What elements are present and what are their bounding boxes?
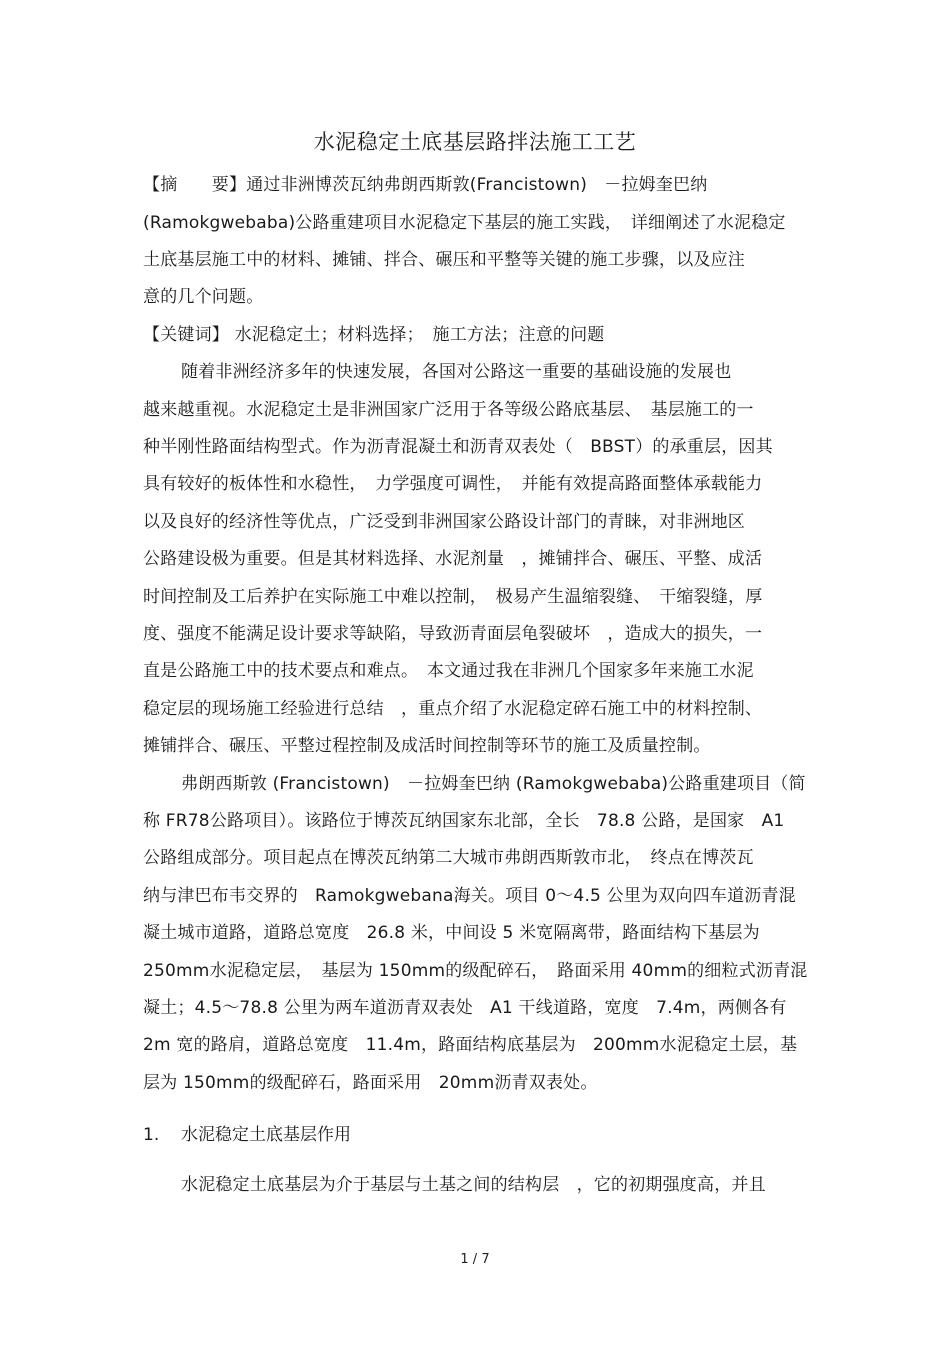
project-line: 称 FR78公路项目）。该路位于博茨瓦纳国家东北部，全长 78.8 公路，是国家 A1 xyxy=(143,811,785,831)
abstract-line: 【摘 要】通过非洲博茨瓦纳弗朗西斯敦(Francistown) －拉姆奎巴纳 xyxy=(143,175,708,195)
project-line: 凝土城市道路，道路总宽度 26.8 米，中间设 5 米宽隔离带，路面结构下基层为 xyxy=(143,923,760,943)
intro-line: 时间控制及工后养护在实际施工中难以控制， 极易产生温缩裂缝、 干缩裂缝，厚 xyxy=(143,587,763,607)
keywords-line: 【关键词】 水泥稳定土；材料选择； 施工方法；注意的问题 xyxy=(143,325,605,345)
project-line: 公路组成部分。项目起点在博茨瓦纳第二大城市弗朗西斯敦市北， 终点在博茨瓦 xyxy=(143,848,754,868)
project-line: 2m 宽的路肩，道路总宽度 11.4m，路面结构底基层为 200mm水泥稳定土层，基 xyxy=(143,1035,798,1055)
project-line: 250mm水泥稳定层， 基层为 150mm的级配碎石， 路面采用 40mm的细粒式沥青混 xyxy=(143,961,808,981)
section-title: 水泥稳定土底基层作用 xyxy=(181,1125,351,1145)
intro-line: 以及良好的经济性等优点，广泛受到非洲国家公路设计部门的青睐，对非洲地区 xyxy=(143,512,745,532)
project-line: 凝土；4.5～78.8 公里为两车道沥青双表处 A1 干线道路，宽度 7.4m，两侧各有 xyxy=(143,998,787,1018)
intro-line: 种半刚性路面结构型式。作为沥青混凝土和沥青双表处（ BBST）的承重层，因其 xyxy=(143,437,773,457)
section-body-line: 水泥稳定土底基层为介于基层与土基之间的结构层 ，它的初期强度高，并且 xyxy=(181,1175,766,1195)
intro-line: 稳定层的现场施工经验进行总结 ，重点介绍了水泥稳定碎石施工中的材料控制、 xyxy=(143,699,763,719)
abstract-line: 土底基层施工中的材料、摊铺、拌合、碾压和平整等关键的施工步骤，以及应注 xyxy=(143,250,745,270)
page-number: 1 / 7 xyxy=(460,1252,490,1267)
intro-line: 越来越重视。水泥稳定土是非洲国家广泛用于各等级公路底基层、 基层施工的一 xyxy=(143,400,754,420)
intro-line: 度、强度不能满足设计要求等缺陷，导致沥青面层龟裂破坏 ，造成大的损失，一 xyxy=(143,624,763,644)
intro-line: 随着非洲经济多年的快速发展，各国对公路这一重要的基础设施的发展也 xyxy=(181,362,732,382)
intro-line: 具有较好的板体性和水稳性， 力学强度可调性， 并能有效提高路面整体承载能力 xyxy=(143,474,763,494)
project-line: 弗朗西斯敦 (Francistown) －拉姆奎巴纳 (Ramokgwebaba)公路重建项目（简 xyxy=(181,774,806,794)
document-title: 水泥稳定土底基层路拌法施工工艺 xyxy=(313,130,637,154)
project-line: 纳与津巴布韦交界的 Ramokgwebana海关。项目 0～4.5 公里为双向四车道沥青混 xyxy=(143,886,796,906)
section-heading xyxy=(143,1123,351,1147)
intro-line: 摊铺拌合、碾压、平整过程控制及成活时间控制等环节的施工及质量控制。 xyxy=(143,736,711,756)
intro-line: 直是公路施工中的技术要点和难点。 本文通过我在非洲几个国家多年来施工水泥 xyxy=(143,661,754,681)
abstract-line: (Ramokgwebaba)公路重建项目水泥稳定下基层的施工实践， 详细阐述了水泥稳定 xyxy=(143,213,786,233)
intro-line: 公路建设极为重要。但是其材料选择、水泥剂量 ，摊铺拌合、碾压、平整、成活 xyxy=(143,549,763,569)
project-line: 层为 150mm的级配碎石，路面采用 20mm沥青双表处。 xyxy=(143,1073,598,1093)
abstract-line: 意的几个问题。 xyxy=(143,287,264,307)
section-number: 1. xyxy=(143,1125,160,1145)
